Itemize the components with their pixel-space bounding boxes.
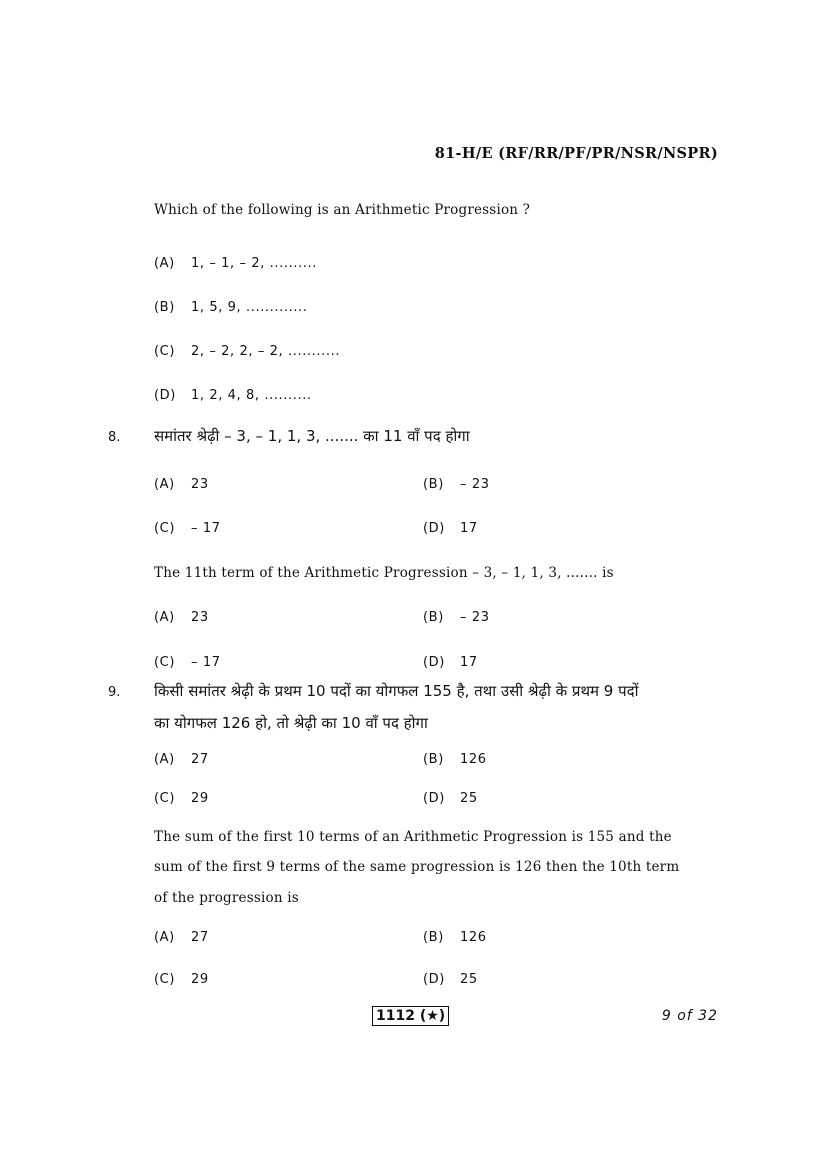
q8-english-option-d: (D) 17 — [423, 655, 478, 670]
q9-hindi-option-a: (A) 27 — [154, 752, 209, 767]
q9-number: 9. — [108, 685, 121, 700]
q9-english-line3: of the progression is — [154, 890, 299, 906]
q7-option-d: (D) 1, 2, 4, 8, .......... — [154, 388, 312, 403]
q8-hindi-option-a: (A) 23 — [154, 477, 209, 492]
q7-english-text: Which of the following is an Arithmetic Progression ? — [154, 202, 531, 218]
q9-english-option-b: (B) 126 — [423, 930, 487, 945]
q7-option-c: (C) 2, – 2, 2, – 2, ........... — [154, 344, 341, 359]
q8-english-option-b: (B) – 23 — [423, 610, 490, 625]
q8-hindi-option-c: (C) – 17 — [154, 521, 221, 536]
q9-hindi-option-b: (B) 126 — [423, 752, 487, 767]
q9-english-line1: The sum of the first 10 terms of an Arithmetic Progression is 155 and the — [154, 829, 672, 845]
paper-code: 81-H/E (RF/RR/PF/PR/NSR/NSPR) — [434, 145, 718, 162]
q9-english-option-a: (A) 27 — [154, 930, 209, 945]
q8-number: 8. — [108, 430, 121, 445]
q8-english-option-c: (C) – 17 — [154, 655, 221, 670]
q8-hindi-option-d: (D) 17 — [423, 521, 478, 536]
q9-hindi-line2: का योगफल 126 हो, तो श्रेढ़ी का 10 वाँ पद होगा — [154, 714, 428, 732]
booklet-code-box: 1112 (★) — [372, 1006, 449, 1026]
q9-hindi-option-d: (D) 25 — [423, 791, 478, 806]
q7-option-a: (A) 1, – 1, – 2, .......... — [154, 256, 317, 271]
q8-hindi-text: समांतर श्रेढ़ी – 3, – 1, 1, 3, ....... का 11 वाँ पद होगा — [154, 427, 470, 445]
q9-hindi-option-c: (C) 29 — [154, 791, 209, 806]
q9-english-option-c: (C) 29 — [154, 972, 209, 987]
q9-english-line2: sum of the first 9 terms of the same progression is 126 then the 10th term — [154, 859, 680, 875]
q9-english-option-d: (D) 25 — [423, 972, 478, 987]
q8-english-text: The 11th term of the Arithmetic Progression – 3, – 1, 1, 3, ....... is — [154, 565, 614, 581]
q8-english-option-a: (A) 23 — [154, 610, 209, 625]
page-number: 9 of 32 — [661, 1008, 718, 1024]
q7-option-b: (B) 1, 5, 9, ............. — [154, 300, 308, 315]
q8-hindi-option-b: (B) – 23 — [423, 477, 490, 492]
q9-hindi-line1: किसी समांतर श्रेढ़ी के प्रथम 10 पदों का योगफल 155 है, तथा उसी श्रेढ़ी के प्रथम 9 पदों — [154, 682, 639, 700]
